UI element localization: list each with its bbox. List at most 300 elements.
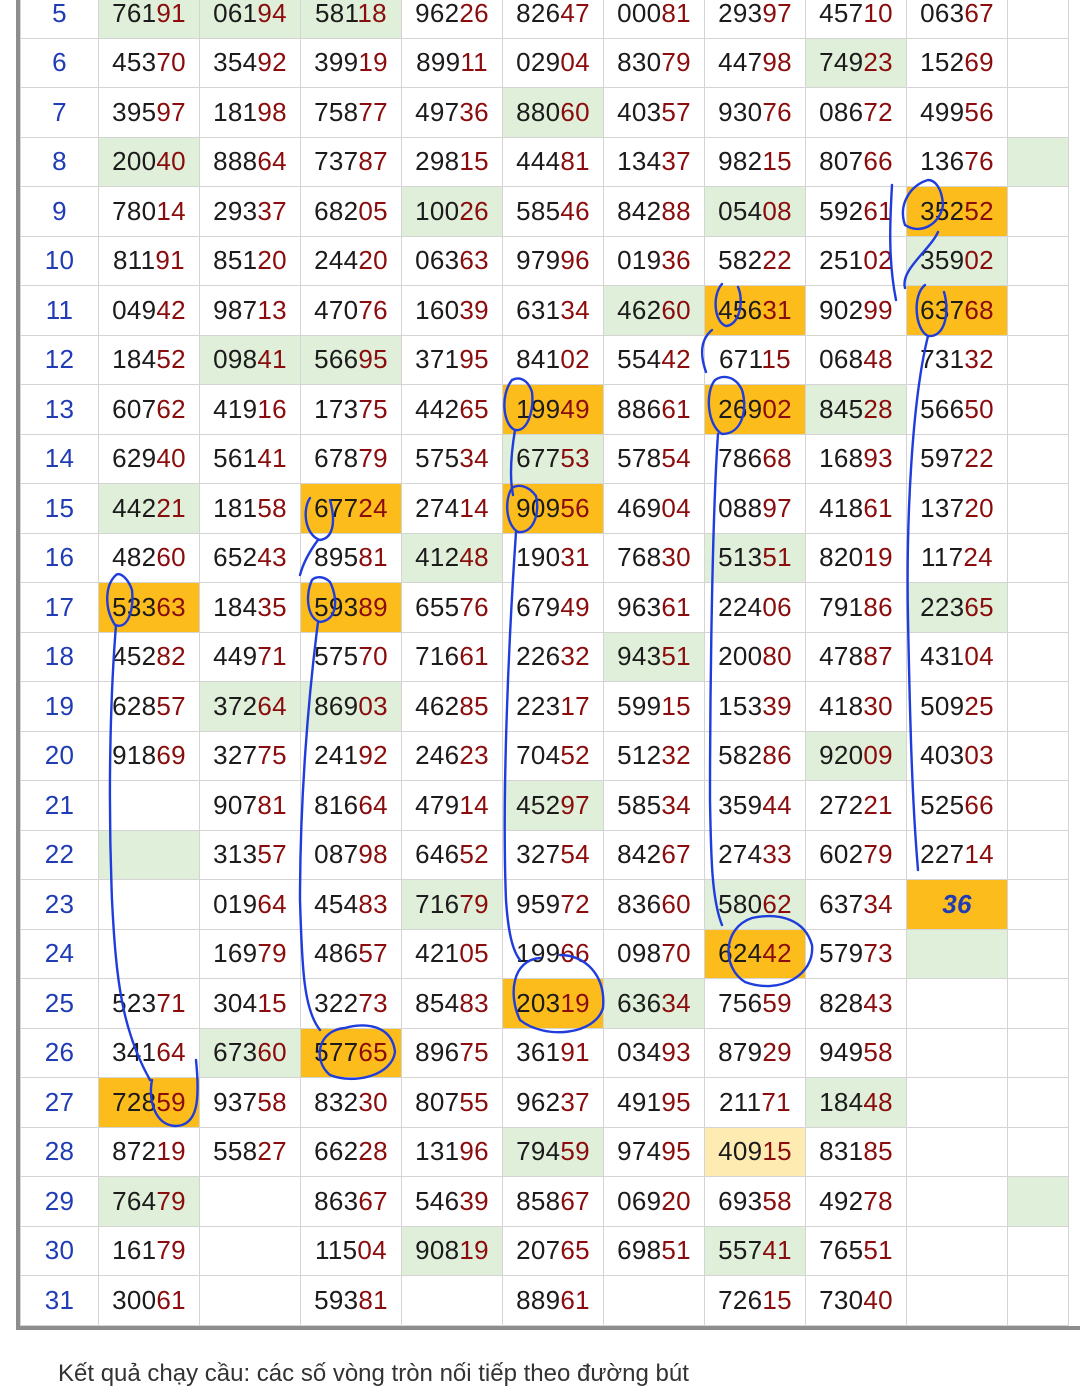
number-tail: 95 (661, 1086, 691, 1117)
number-tail: 91 (155, 245, 185, 276)
number-cell (705, 1127, 806, 1177)
number-cell (402, 187, 503, 237)
number-prefix: 764 (112, 1185, 157, 1216)
number-tail: 39 (459, 294, 489, 325)
number-cell (99, 632, 200, 682)
number-cell (806, 286, 907, 336)
number-prefix: 327 (213, 740, 258, 771)
extra-cell (1008, 187, 1069, 237)
number-cell (301, 533, 402, 583)
number-prefix: 019 (213, 888, 258, 919)
number-cell (503, 979, 604, 1029)
number-cell (200, 731, 301, 781)
number-cell (806, 88, 907, 138)
number-prefix: 826 (516, 0, 561, 28)
number-tail: 19 (863, 542, 893, 573)
number-tail: 85 (459, 690, 489, 721)
number-cell (806, 38, 907, 88)
number-cell (705, 88, 806, 138)
empty-cell (200, 1177, 301, 1227)
number-prefix: 830 (617, 47, 662, 78)
number-tail: 79 (661, 47, 691, 78)
number-prefix: 371 (415, 344, 460, 375)
number-tail: 47 (560, 0, 590, 28)
number-tail: 64 (257, 690, 287, 721)
number-prefix: 223 (920, 591, 965, 622)
number-cell (604, 434, 705, 484)
number-cell (604, 979, 705, 1029)
number-tail: 37 (661, 146, 691, 177)
number-prefix: 637 (920, 294, 965, 325)
day-number: 21 (21, 781, 99, 831)
extra-cell (1008, 1078, 1069, 1128)
number-tail: 44 (762, 789, 792, 820)
number-tail: 86 (762, 740, 792, 771)
number-tail: 67 (964, 0, 994, 28)
number-tail: 23 (459, 740, 489, 771)
number-tail: 28 (358, 1136, 388, 1167)
number-cell (402, 1177, 503, 1227)
number-prefix: 086 (819, 96, 864, 127)
table-row (21, 781, 1069, 831)
extra-cell (1008, 880, 1069, 930)
day-number: 31 (21, 1276, 99, 1326)
number-prefix: 872 (112, 1136, 157, 1167)
number-prefix: 768 (617, 542, 662, 573)
number-prefix: 909 (516, 492, 561, 523)
table-row (21, 979, 1069, 1029)
day-number: 7 (21, 88, 99, 138)
footer-caption: Kết quả chạy cầu: các số vòng tròn nối tiếp theo đường bút (58, 1360, 689, 1387)
number-tail: 30 (661, 542, 691, 573)
day-number: 18 (21, 632, 99, 682)
number-cell (503, 1226, 604, 1276)
number-cell (705, 434, 806, 484)
number-tail: 65 (459, 393, 489, 424)
number-cell (907, 632, 1008, 682)
number-tail: 03 (358, 690, 388, 721)
number-cell (99, 1276, 200, 1326)
number-prefix: 737 (314, 146, 359, 177)
number-prefix: 063 (920, 0, 965, 28)
empty-cell (402, 1276, 503, 1326)
number-prefix: 786 (718, 443, 763, 474)
number-tail: 19 (358, 47, 388, 78)
number-prefix: 930 (718, 96, 763, 127)
number-tail: 87 (863, 641, 893, 672)
number-tail: 05 (358, 195, 388, 226)
number-prefix: 470 (314, 294, 359, 325)
number-tail: 36 (459, 96, 489, 127)
number-cell (907, 385, 1008, 435)
number-prefix: 525 (920, 789, 965, 820)
number-prefix: 352 (920, 195, 965, 226)
number-tail: 71 (761, 1086, 791, 1117)
number-cell (806, 979, 907, 1029)
number-tail: 64 (358, 789, 388, 820)
number-tail: 48 (459, 542, 489, 573)
number-cell (604, 236, 705, 286)
number-tail: 76 (358, 294, 388, 325)
number-tail: 59 (762, 987, 792, 1018)
number-tail: 79 (459, 888, 489, 919)
number-cell (806, 1028, 907, 1078)
number-tail: 61 (661, 393, 691, 424)
number-cell (200, 830, 301, 880)
number-tail: 60 (661, 294, 691, 325)
extra-cell (1008, 979, 1069, 1029)
number-cell (604, 1078, 705, 1128)
number-cell (99, 236, 200, 286)
number-cell (604, 0, 705, 38)
number-tail: 75 (459, 1037, 489, 1068)
number-tail: 59 (156, 1086, 186, 1117)
number-tail: 92 (358, 740, 388, 771)
number-prefix: 479 (415, 789, 460, 820)
number-cell (503, 484, 604, 534)
number-cell (503, 385, 604, 435)
number-prefix: 115 (315, 1235, 358, 1266)
number-prefix: 418 (819, 690, 864, 721)
number-tail: 19 (560, 987, 590, 1018)
number-prefix: 207 (516, 1235, 561, 1266)
table-row (21, 1078, 1069, 1128)
number-cell (907, 335, 1008, 385)
number-prefix: 199 (516, 393, 561, 424)
number-cell (402, 1078, 503, 1128)
number-cell (705, 682, 806, 732)
number-tail: 65 (560, 1235, 590, 1266)
number-cell (503, 731, 604, 781)
number-cell (604, 484, 705, 534)
empty-cell (907, 1028, 1008, 1078)
number-cell (200, 682, 301, 732)
number-prefix: 807 (819, 146, 864, 177)
number-cell (99, 1127, 200, 1177)
day-number: 23 (21, 880, 99, 930)
number-prefix: 000 (617, 0, 662, 28)
number-prefix: 671 (719, 344, 762, 375)
number-prefix: 395 (112, 96, 157, 127)
number-cell (705, 38, 806, 88)
number-cell (200, 0, 301, 38)
number-cell (705, 335, 806, 385)
number-prefix: 593 (314, 591, 359, 622)
number-prefix: 403 (920, 740, 965, 771)
number-tail: 42 (156, 294, 186, 325)
number-cell (806, 583, 907, 633)
number-prefix: 184 (819, 1086, 864, 1117)
number-cell (503, 38, 604, 88)
number-prefix: 828 (819, 987, 864, 1018)
number-tail: 21 (863, 789, 893, 820)
number-tail: 55 (459, 1086, 489, 1117)
day-number: 26 (21, 1028, 99, 1078)
number-cell (806, 137, 907, 187)
number-tail: 15 (762, 146, 792, 177)
number-prefix: 698 (617, 1235, 662, 1266)
number-cell (705, 236, 806, 286)
number-prefix: 758 (314, 96, 359, 127)
number-prefix: 845 (819, 393, 864, 424)
number-cell (99, 1226, 200, 1276)
number-tail: 75 (358, 393, 388, 424)
extra-cell (1008, 1276, 1069, 1326)
number-prefix: 054 (718, 195, 763, 226)
number-prefix: 907 (213, 789, 258, 820)
number-prefix: 896 (415, 1037, 460, 1068)
table-row (21, 286, 1069, 336)
number-tail: 81 (358, 542, 388, 573)
extra-cell (1008, 484, 1069, 534)
number-prefix: 269 (718, 393, 763, 424)
number-prefix: 693 (718, 1185, 763, 1216)
number-tail: 49 (560, 591, 590, 622)
number-tail: 96 (459, 1136, 489, 1167)
number-prefix: 599 (617, 690, 662, 721)
extra-cell (1008, 731, 1069, 781)
number-prefix: 677 (516, 443, 561, 474)
number-tail: 81 (560, 146, 590, 177)
number-tail: 81 (257, 789, 287, 820)
number-tail: 51 (661, 1235, 691, 1266)
number-prefix: 987 (213, 294, 258, 325)
number-prefix: 244 (314, 245, 359, 276)
number-cell (99, 1028, 200, 1078)
number-cell (402, 1226, 503, 1276)
number-prefix: 491 (617, 1086, 662, 1117)
number-tail: 05 (459, 938, 489, 969)
number-tail: 27 (257, 1136, 287, 1167)
number-tail: 72 (863, 96, 893, 127)
number-cell (806, 236, 907, 286)
number-prefix: 578 (617, 443, 662, 474)
number-cell (200, 781, 301, 831)
number-prefix: 251 (819, 245, 864, 276)
number-prefix: 937 (213, 1086, 258, 1117)
number-prefix: 068 (819, 344, 864, 375)
number-tail: 02 (762, 393, 792, 424)
extra-cell (1008, 929, 1069, 979)
extra-cell (1008, 0, 1069, 38)
number-cell (907, 781, 1008, 831)
number-cell (806, 830, 907, 880)
number-tail: 09 (863, 740, 893, 771)
number-prefix: 673 (213, 1037, 258, 1068)
number-cell (200, 286, 301, 336)
number-tail: 81 (358, 1284, 388, 1315)
number-tail: 91 (560, 1037, 590, 1068)
number-tail: 88 (661, 195, 691, 226)
number-tail: 06 (762, 591, 792, 622)
number-prefix: 791 (819, 591, 864, 622)
number-tail: 43 (257, 542, 287, 573)
number-tail: 98 (762, 47, 792, 78)
number-tail: 48 (863, 344, 893, 375)
number-prefix: 444 (516, 146, 561, 177)
number-tail: 97 (762, 492, 792, 523)
number-cell (705, 533, 806, 583)
number-tail: 14 (459, 492, 489, 523)
number-cell (604, 731, 705, 781)
number-cell (705, 731, 806, 781)
number-prefix: 452 (112, 641, 157, 672)
extra-cell (1008, 38, 1069, 88)
number-tail: 97 (762, 0, 792, 28)
number-cell (907, 682, 1008, 732)
number-cell (503, 236, 604, 286)
number-cell (503, 88, 604, 138)
number-tail: 32 (560, 641, 590, 672)
number-tail: 26 (459, 195, 489, 226)
number-prefix: 449 (213, 641, 258, 672)
number-tail: 15 (762, 1284, 792, 1315)
number-tail: 34 (560, 294, 590, 325)
number-prefix: 962 (516, 1086, 561, 1117)
table-row (21, 880, 1069, 930)
table-row (21, 137, 1069, 187)
number-cell (503, 1028, 604, 1078)
number-cell (402, 385, 503, 435)
number-prefix: 224 (718, 591, 763, 622)
number-cell (301, 434, 402, 484)
day-number: 11 (21, 286, 99, 336)
day-number: 28 (21, 1127, 99, 1177)
number-cell (301, 583, 402, 633)
number-prefix: 478 (819, 641, 864, 672)
number-tail: 96 (560, 245, 590, 276)
number-tail: 95 (358, 344, 388, 375)
number-cell (705, 137, 806, 187)
number-cell (503, 880, 604, 930)
number-prefix: 820 (819, 542, 864, 573)
number-tail: 66 (863, 146, 893, 177)
day-number: 27 (21, 1078, 99, 1128)
number-tail: 59 (560, 1136, 590, 1167)
number-prefix: 419 (213, 393, 258, 424)
number-tail: 08 (762, 195, 792, 226)
number-prefix: 203 (516, 987, 561, 1018)
number-cell (705, 929, 806, 979)
number-cell (806, 0, 907, 38)
number-tail: 34 (459, 443, 489, 474)
number-tail: 21 (156, 492, 186, 523)
number-cell (503, 1127, 604, 1177)
number-prefix: 246 (415, 740, 460, 771)
number-cell (200, 1127, 301, 1177)
number-tail: 57 (156, 690, 186, 721)
table-row (21, 385, 1069, 435)
number-cell (402, 929, 503, 979)
number-prefix: 561 (213, 443, 258, 474)
number-cell (301, 187, 402, 237)
number-prefix: 322 (314, 987, 359, 1018)
number-cell (99, 434, 200, 484)
number-cell (200, 632, 301, 682)
number-cell (503, 533, 604, 583)
number-prefix: 554 (617, 344, 662, 375)
extra-cell (1008, 830, 1069, 880)
number-prefix: 807 (415, 1086, 460, 1117)
number-tail: 98 (358, 839, 388, 870)
empty-cell (907, 1276, 1008, 1326)
number-cell (402, 88, 503, 138)
number-tail: 46 (560, 195, 590, 226)
number-prefix: 979 (516, 245, 561, 276)
number-tail: 61 (863, 492, 893, 523)
number-prefix: 902 (819, 294, 864, 325)
number-prefix: 593 (314, 1284, 359, 1315)
number-tail: 37 (257, 195, 287, 226)
number-prefix: 880 (516, 96, 561, 127)
number-tail: 67 (358, 1185, 388, 1216)
number-cell (200, 236, 301, 286)
number-tail: 58 (863, 1037, 893, 1068)
number-tail: 86 (863, 591, 893, 622)
number-tail: 79 (156, 1185, 186, 1216)
number-tail: 60 (560, 96, 590, 127)
day-number: 20 (21, 731, 99, 781)
number-tail: 51 (661, 641, 691, 672)
number-tail: 13 (257, 294, 287, 325)
number-tail: 51 (762, 542, 792, 573)
number-prefix: 780 (112, 195, 157, 226)
number-prefix: 566 (314, 344, 359, 375)
number-tail: 32 (661, 740, 691, 771)
number-cell (503, 1276, 604, 1326)
number-prefix: 354 (213, 47, 258, 78)
number-prefix: 098 (617, 938, 662, 969)
number-cell (503, 137, 604, 187)
number-tail: 30 (358, 1086, 388, 1117)
number-prefix: 842 (617, 839, 662, 870)
number-tail: 94 (257, 0, 287, 28)
extra-cell (1008, 632, 1069, 682)
number-tail: 71 (156, 987, 186, 1018)
number-cell (200, 187, 301, 237)
number-prefix: 063 (415, 245, 460, 276)
number-cell (402, 1028, 503, 1078)
number-prefix: 372 (213, 690, 258, 721)
number-prefix: 359 (920, 245, 965, 276)
number-tail: 71 (257, 641, 287, 672)
number-prefix: 575 (415, 443, 460, 474)
number-prefix: 886 (617, 393, 662, 424)
number-cell (200, 38, 301, 88)
number-tail: 42 (661, 344, 691, 375)
number-tail: 34 (661, 987, 691, 1018)
number-cell (402, 682, 503, 732)
number-prefix: 034 (617, 1037, 662, 1068)
number-tail: 69 (156, 740, 186, 771)
number-tail: 48 (863, 1086, 893, 1117)
number-prefix: 509 (920, 690, 965, 721)
number-cell (503, 335, 604, 385)
number-cell (907, 187, 1008, 237)
number-tail: 61 (560, 1284, 590, 1315)
number-cell (503, 929, 604, 979)
day-number: 10 (21, 236, 99, 286)
number-prefix: 200 (112, 146, 157, 177)
number-cell (301, 385, 402, 435)
number-cell (806, 781, 907, 831)
number-cell (806, 1226, 907, 1276)
empty-cell (907, 929, 1008, 979)
number-prefix: 304 (213, 987, 258, 1018)
number-prefix: 678 (314, 443, 359, 474)
number-cell (99, 137, 200, 187)
number-tail: 24 (358, 492, 388, 523)
